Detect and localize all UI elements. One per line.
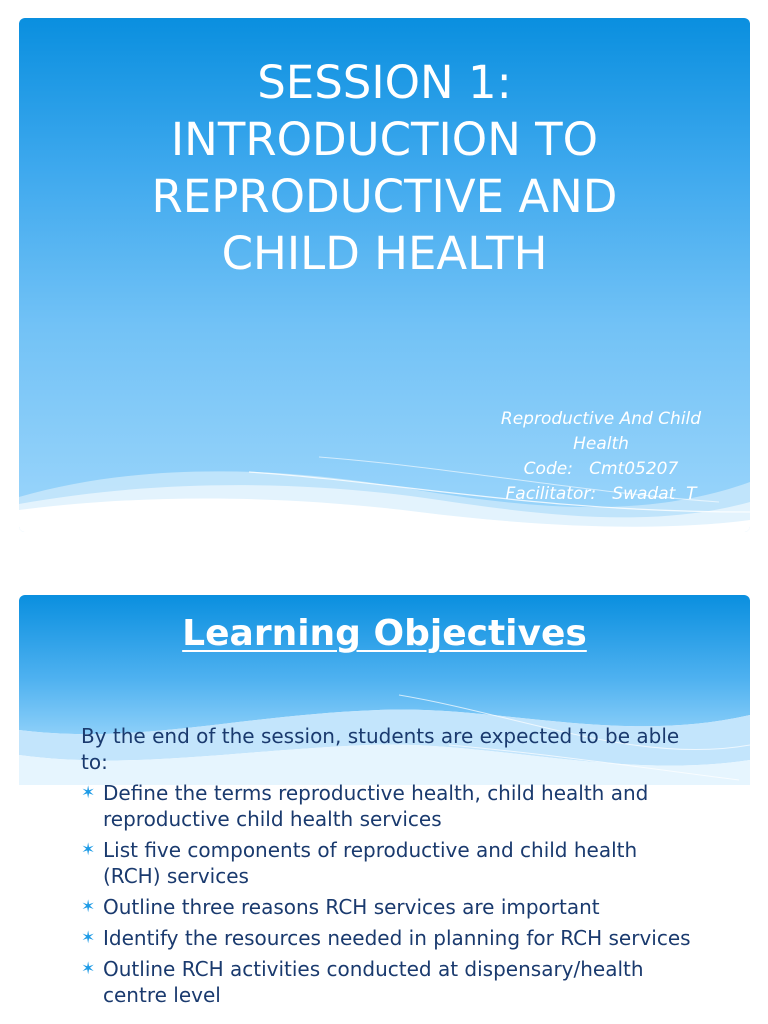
objectives-slide [19, 595, 750, 1024]
star-bullet-icon: ✶ [81, 897, 96, 917]
title-line: CHILD HEALTH [221, 227, 548, 280]
course-info [476, 407, 726, 507]
title-line: INTRODUCTION TO [170, 113, 599, 166]
list-item [81, 894, 691, 920]
list-item [81, 837, 691, 889]
course-name-cont: Health [573, 434, 629, 454]
objective-text: Outline RCH activities conducted at dispensary/health centre level [103, 957, 644, 1007]
slide-title [19, 54, 750, 282]
objective-text: Outline three reasons RCH services are important [103, 895, 600, 919]
facilitator: Facilitator: Swadat T [505, 484, 697, 504]
slide-body [81, 723, 691, 1013]
list-item [81, 780, 691, 832]
slide-title: Learning Objectives [182, 613, 587, 654]
list-item [81, 925, 691, 951]
objective-text: List five components of reproductive and child health (RCH) services [103, 838, 638, 888]
star-bullet-icon: ✶ [81, 783, 96, 803]
course-name: Reproductive And Child [500, 409, 702, 429]
list-item [81, 956, 691, 1008]
star-bullet-icon: ✶ [81, 840, 96, 860]
objectives-list [81, 780, 691, 1008]
objective-text: Identify the resources needed in planning for RCH services [103, 926, 691, 950]
star-bullet-icon: ✶ [81, 959, 96, 979]
intro-text: By the end of the session, students are expected to be able to: [81, 724, 680, 774]
course-code: Code: Cmt05207 [523, 459, 679, 479]
star-bullet-icon: ✶ [81, 928, 96, 948]
objective-text: Define the terms reproductive health, child health and reproductive child health services [103, 781, 649, 831]
title-slide [19, 18, 750, 532]
title-line: REPRODUCTIVE AND [151, 170, 618, 223]
title-line: SESSION 1: [257, 56, 512, 109]
